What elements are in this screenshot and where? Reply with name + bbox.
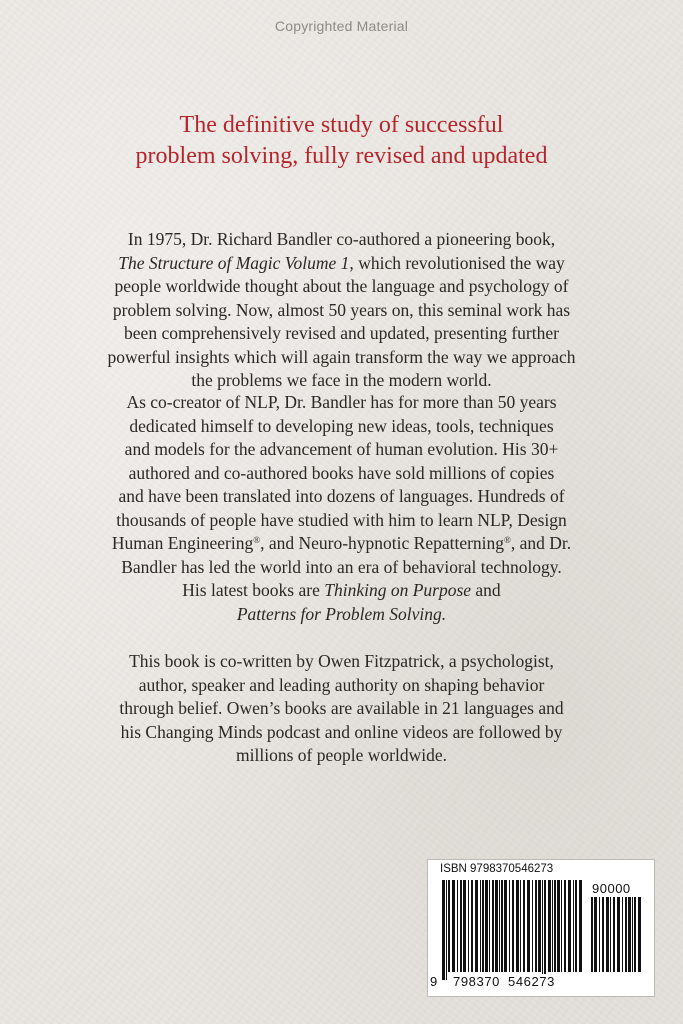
barcode-bar bbox=[457, 880, 458, 972]
barcode-bar bbox=[495, 880, 498, 972]
barcode-bar bbox=[448, 880, 450, 972]
barcode-bar bbox=[475, 880, 478, 972]
text-span: , and Neuro-hypnotic Repatterning bbox=[260, 533, 505, 553]
barcode-bar bbox=[480, 880, 481, 972]
barcode-bar bbox=[548, 880, 551, 972]
barcode-bar bbox=[568, 880, 571, 972]
text-line bbox=[86, 252, 597, 276]
barcode-bar bbox=[509, 880, 510, 972]
tagline-heading bbox=[0, 110, 683, 172]
barcode-bar bbox=[504, 880, 507, 972]
ean13-barcode bbox=[442, 880, 586, 980]
barcode-bar bbox=[594, 897, 597, 972]
text-span: which revolutionised the way bbox=[353, 252, 565, 273]
price-code: 90000 bbox=[592, 881, 631, 896]
barcode-bar bbox=[575, 880, 577, 972]
text-line: millions of people worldwide. bbox=[236, 745, 447, 765]
barcode-bar bbox=[625, 897, 627, 972]
registered-mark: ® bbox=[253, 535, 261, 545]
text-line: dedicated himself to developing new ideas, tools, techniques bbox=[129, 415, 554, 436]
text-line: authored and co-authored books have sold millions of copies bbox=[128, 462, 555, 483]
author-bio-paragraph bbox=[86, 391, 597, 626]
text-line: powerful insights which will again transform the way we approach bbox=[107, 346, 576, 367]
price-supplement-barcode bbox=[591, 897, 643, 980]
barcode-bar bbox=[591, 897, 593, 972]
barcode-bar bbox=[516, 880, 519, 972]
barcode-bar bbox=[634, 897, 636, 972]
barcode-bar bbox=[482, 880, 484, 972]
text-line: been comprehensively revised and updated, presenting further bbox=[124, 323, 559, 343]
text-line: through belief. Owen’s books are available in 21 languages and bbox=[119, 698, 564, 718]
barcode-bar bbox=[520, 880, 521, 972]
tagline-line-1: The definitive study of successful bbox=[179, 112, 504, 138]
text-line bbox=[86, 532, 597, 556]
text-span: Human Engineering bbox=[111, 533, 254, 553]
isbn-barcode-panel bbox=[427, 859, 655, 997]
text-line: In 1975, Dr. Richard Bandler co-authored a pioneering book, bbox=[127, 229, 556, 249]
barcode-bar bbox=[561, 880, 562, 972]
book-title-italic: The Structure of Magic Volume 1, bbox=[118, 252, 354, 273]
barcode-bar bbox=[535, 880, 537, 972]
barcode-bar bbox=[512, 880, 514, 972]
text-line: problem solving. Now, almost 50 years on, this seminal work has bbox=[112, 299, 571, 320]
text-line: author, speaker and leading authority on shaping behavior bbox=[138, 674, 545, 695]
barcode-bar bbox=[542, 880, 543, 980]
barcode-digit-first: 9 bbox=[430, 974, 438, 989]
text-line: This book is co-written by Owen Fitzpatrick, a psychologist, bbox=[129, 651, 554, 671]
barcode-bar bbox=[613, 897, 615, 972]
barcode-bar bbox=[628, 897, 631, 972]
barcode-bar bbox=[460, 880, 462, 972]
barcode-bar bbox=[489, 880, 490, 972]
barcode-bar bbox=[442, 880, 445, 980]
barcode-bar bbox=[452, 880, 455, 972]
barcode-bar bbox=[632, 897, 633, 972]
barcode-bar bbox=[573, 880, 574, 972]
barcode-bar bbox=[499, 880, 500, 972]
text-line: Bandler has led the world into an era of behavioral technology. bbox=[121, 556, 562, 577]
barcode-bar bbox=[544, 880, 546, 980]
barcode-bar bbox=[554, 880, 556, 972]
barcode-bar bbox=[446, 880, 447, 980]
text-line: As co-creator of NLP, Dr. Bandler has for more than 50 years bbox=[126, 392, 557, 412]
registered-mark: ® bbox=[504, 535, 511, 545]
barcode-bar bbox=[492, 880, 494, 972]
text-line: his Changing Minds podcast and online videos are followed by bbox=[120, 721, 563, 742]
barcode-bar bbox=[606, 897, 609, 972]
barcode-bar bbox=[523, 880, 525, 972]
barcode-bar bbox=[617, 897, 620, 972]
barcode-bar bbox=[532, 880, 533, 972]
book-title-italic: Patterns for Problem Solving. bbox=[236, 603, 447, 624]
barcode-bar bbox=[557, 880, 560, 972]
isbn-label: ISBN 9798370546273 bbox=[440, 863, 554, 875]
text-line: and have been translated into dozens of languages. Hundreds of bbox=[118, 486, 565, 506]
barcode-bar bbox=[538, 880, 541, 972]
barcode-bar bbox=[599, 897, 600, 972]
coauthor-bio-paragraph bbox=[86, 650, 597, 768]
barcode-digits-left: 798370 bbox=[453, 974, 500, 989]
barcode-bar bbox=[463, 880, 466, 972]
barcode-bar bbox=[610, 897, 611, 972]
intro-paragraph bbox=[86, 228, 597, 393]
text-span: His latest books are bbox=[182, 580, 325, 600]
text-line: the problems we face in the modern world. bbox=[191, 370, 492, 390]
barcode-bar bbox=[501, 880, 503, 972]
barcode-bar bbox=[579, 880, 582, 972]
barcode-bar bbox=[602, 897, 604, 972]
barcode-bar bbox=[468, 880, 469, 972]
text-span: , and Dr. bbox=[510, 533, 572, 553]
text-line bbox=[86, 579, 597, 603]
barcode-digits-right: 546273 bbox=[508, 974, 555, 989]
barcode-bar bbox=[471, 880, 473, 972]
copyright-watermark-top: Copyrighted Material bbox=[274, 18, 409, 34]
barcode-bar bbox=[622, 897, 623, 972]
barcode-bar bbox=[564, 880, 566, 972]
barcode-bar bbox=[527, 880, 530, 972]
barcode-bar bbox=[638, 897, 641, 972]
barcode-bar bbox=[485, 880, 488, 972]
tagline-line-2: problem solving, fully revised and updated bbox=[135, 143, 548, 169]
text-line: people worldwide thought about the language and psychology of bbox=[114, 276, 569, 296]
text-line: thousands of people have studied with him to learn NLP, Design bbox=[116, 509, 567, 530]
text-span: and bbox=[471, 580, 501, 600]
book-title-italic: Thinking on Purpose bbox=[324, 580, 472, 600]
barcode-bar bbox=[552, 880, 553, 972]
text-line: and models for the advancement of human evolution. His 30+ bbox=[124, 439, 559, 459]
text-line bbox=[86, 603, 597, 627]
